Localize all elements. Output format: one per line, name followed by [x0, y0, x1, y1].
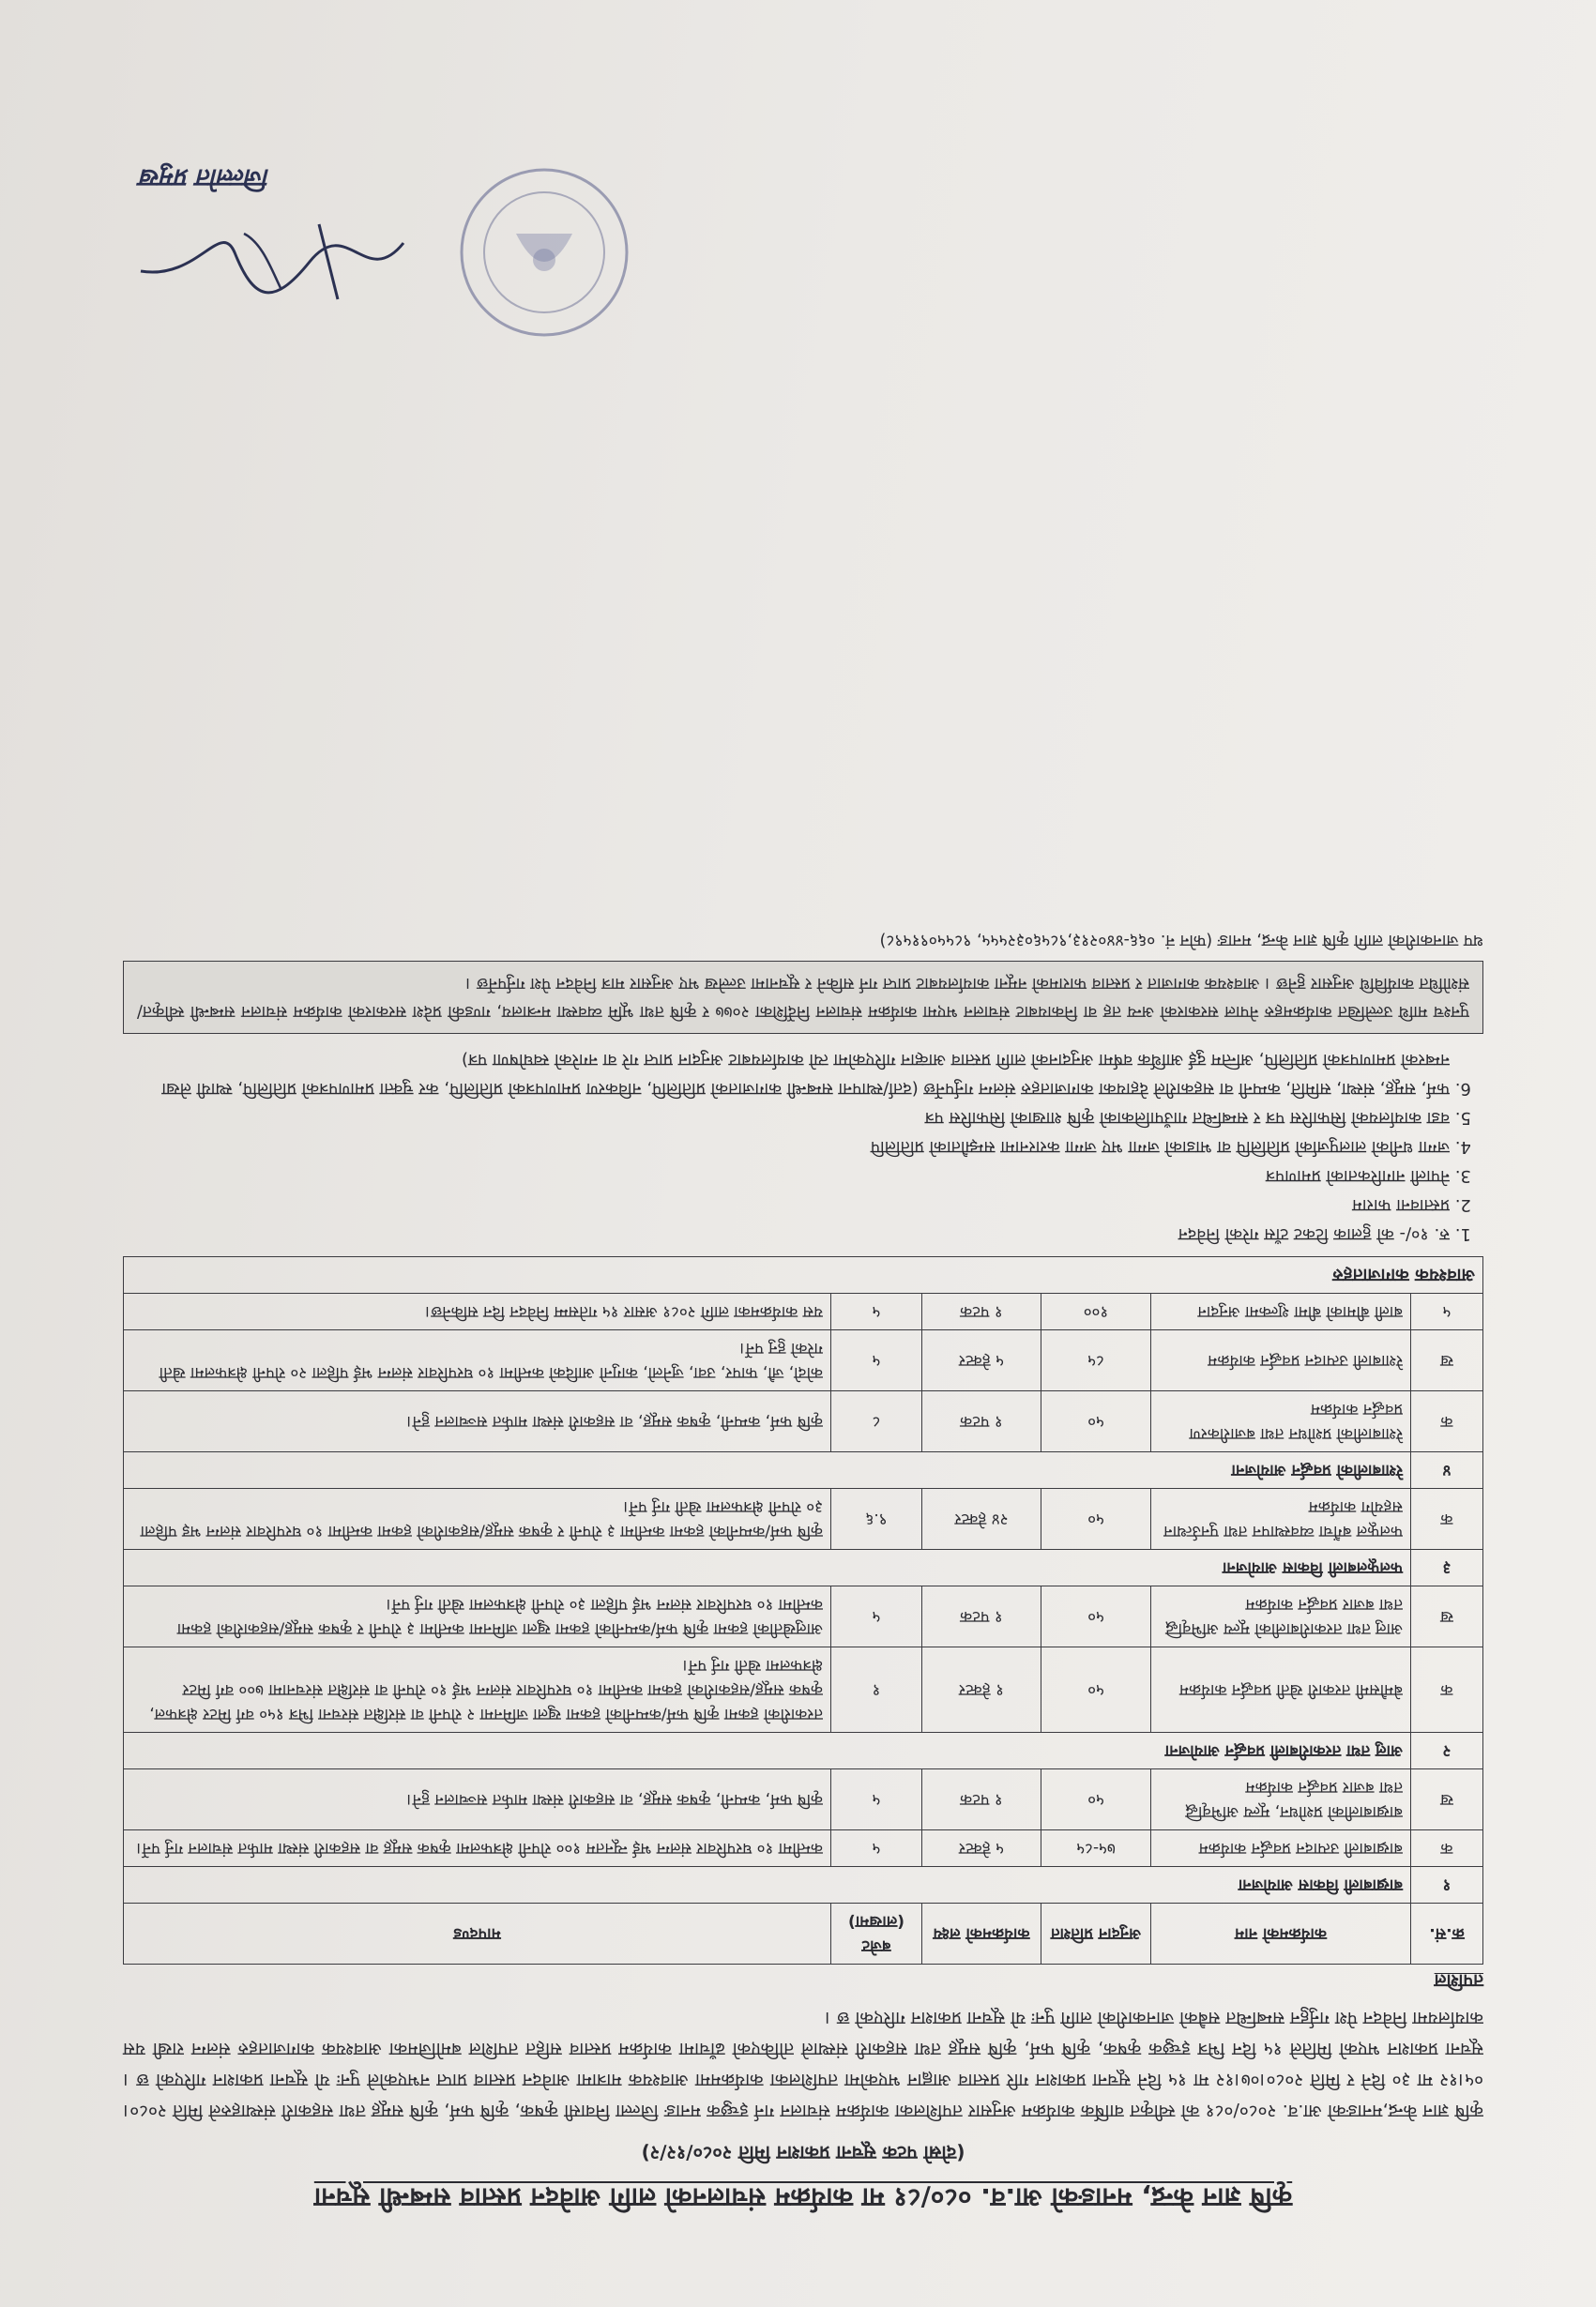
row-grant-percent: ८५: [1041, 1330, 1151, 1391]
row-criteria: कम्तीमा १० घरपरिवार संलग्न भई न्यूनतम १०० रोपनी क्षेत्रफलमा कृषक समूह वा सहकारी संस्था मार्फत संचालन गर्नु पर्ने।: [124, 1830, 831, 1867]
row-target: २४ हेक्टर: [922, 1489, 1041, 1550]
row-budget: ८: [831, 1391, 922, 1452]
row-target: १ पटक: [922, 1769, 1041, 1830]
section-title: बाख्राबाली विकास आयोजना: [124, 1867, 1411, 1904]
row-budget: १: [831, 1647, 922, 1733]
list-item: 2. प्रस्तावना फाराम: [123, 1191, 1450, 1220]
notice-document: [123, 927, 1483, 2218]
docs-caption-row: [124, 1257, 1483, 1294]
notice-title: कृषि ज्ञान केन्द्र, मनाङको आ.व. ०८०/८१ मा कार्यक्रम संचालनको लागि आवेदन प्रस्ताव सम्बन्धी सूचना: [313, 2182, 1293, 2213]
row-sn: ख: [1411, 1586, 1483, 1647]
office-seal-icon: [450, 159, 638, 346]
section-title: रेशाबालीको प्रवर्द्धन आयोजना: [124, 1452, 1411, 1489]
docs-caption: आवश्यक कागजातहरु: [124, 1257, 1483, 1294]
row-grant-percent: ५०: [1041, 1586, 1151, 1647]
row-grant-percent: ५०: [1041, 1769, 1151, 1830]
row-program-name: रेशाबालीको प्रशोधन तथा बजारीकरण प्रवर्द्धन कार्यक्रम: [1151, 1391, 1411, 1452]
section-row: [124, 1733, 1483, 1769]
row-grant-percent: ५०: [1041, 1391, 1151, 1452]
header-program-name: कार्यक्रमको नाम: [1151, 1904, 1411, 1965]
row-criteria: आलुखेतीको हकमा कृषि फर्म/कम्पनीको हकमा खुला जमिनमा कम्तीमा ३ रोपनी र कृषक समूह/सहकारीको हकमा कम्तीमा १० घरपरिवार संलग्न भई पहिला ३० रोपनी क्षेत्रफलमा खेती गर्नु पर्ने।: [124, 1586, 831, 1647]
row-criteria: कृषि फर्म, कम्पनी, कृषक समूह, वा सहकारी संस्था मार्फत सञ्चालन हुने।: [124, 1391, 831, 1452]
table-row: [124, 1330, 1483, 1391]
row-criteria: तरकारीको हकमा कृषि फर्म/कम्पनीको हकमा खुला जमिनमा २ रोपनी वा संरक्षित संरचना भित्र १५० वर्ग मिटर क्षेत्रफल, कृषक समूह/सहकारीको हकमा कम्तीमा १० घरपरिवार संलग्न भई १० रोपनी वा संरक्षित संरचनामा ७०० वर्ग मिटर क्षेत्रफलमा खेती गर्नु पर्ने।: [124, 1647, 831, 1733]
list-item: 4. जग्गा धनीको लालपुर्जाको प्रतिलिपि वा भाडाको जग्गा भए जग्गा करारनामा सम्झौताको प्रतिलिपि: [123, 1132, 1450, 1161]
required-documents-list: [123, 1045, 1483, 1249]
row-target: ५ हेक्टर: [922, 1830, 1041, 1867]
row-target: १ पटक: [922, 1391, 1041, 1452]
row-sn: ५: [1411, 1294, 1483, 1330]
signature-block: [113, 121, 638, 327]
signature-icon: [122, 196, 422, 327]
row-sn: क: [1411, 1489, 1483, 1550]
header-sn: क्र.सं.: [1411, 1904, 1483, 1965]
title-row: [123, 2177, 1483, 2218]
row-program-name: फलफूल बगैंचा व्यवस्थापन तथा पुनर्उत्थान सहयोग कार्यक्रम: [1151, 1489, 1411, 1550]
table-row: [124, 1769, 1483, 1830]
section-title: आलु तथा तरकारीबाली प्रवर्द्धन आयोजना: [124, 1733, 1411, 1769]
program-table-body: [124, 1257, 1483, 1904]
header-grant-percent: अनुदान प्रतिशत: [1041, 1904, 1151, 1965]
section-sn: ४: [1411, 1452, 1483, 1489]
row-grant-percent: ७५-८५: [1041, 1830, 1151, 1867]
row-grant-percent: ५०: [1041, 1647, 1151, 1733]
row-target: १ पटक: [922, 1586, 1041, 1647]
row-program-name: बेमौसमी तरकारी खेती प्रवर्द्धन कार्यक्रम: [1151, 1647, 1411, 1733]
row-budget: ५: [831, 1330, 922, 1391]
row-sn: क: [1411, 1647, 1483, 1733]
row-program-name: बाख्राबालीको प्रशोधन, मूल्य अभिवृद्धि तथा बजार प्रवर्द्धन कार्यक्रम: [1151, 1769, 1411, 1830]
row-program-name: रेशाबाली उत्पादन प्रवर्द्धन कार्यक्रम: [1151, 1330, 1411, 1391]
notice-subtitle: (दोस्रो पटक सूचना प्रकाशन मिति २०८०/१२/२): [641, 2142, 965, 2164]
header-target: कार्यक्रमको लक्ष्य: [922, 1904, 1041, 1965]
table-row: [124, 1830, 1483, 1867]
table-row: [124, 1294, 1483, 1330]
list-item: 1. रु. १०/- को हुलाक टिकट टाँस गरेको निवेदन: [123, 1220, 1450, 1249]
program-table: [123, 1256, 1483, 1965]
row-criteria: कोदो, जौ, फापर, उवा, जुनेलो, कागुनो आदिको कम्तीमा १० घरपरिवार संलग्न भई पहिला २० रोपनी क्षेत्रफलमा खेती गरेको हुनु पर्ने।: [124, 1330, 831, 1391]
signer-title: जिल्लोत प्रमुख: [141, 163, 270, 191]
section-row: [124, 1550, 1483, 1586]
row-target: १ पटक: [922, 1294, 1041, 1330]
header-criteria: मापदण्ड: [124, 1904, 831, 1965]
section-row: [124, 1867, 1483, 1904]
row-target: ५ हेक्टर: [922, 1330, 1041, 1391]
table-caption: तपशिल: [1434, 1970, 1483, 1991]
table-row: [124, 1489, 1483, 1550]
row-program-name: बाली बीमाको बीमा शुल्कमा अनुदान: [1151, 1294, 1411, 1330]
list-item: 6. फर्म, समूह, संस्था, समिति, कम्पनी वा सहकारीले देहायका कागजातहरु संलग्न गर्नुपर्नेछ (दर्ता/स्थापना सम्बन्धी कागजातको प्रतिलिपि, नविकरण प्रमाणपत्रको प्रतिलिपि, कर चुक्ता प्रमाणपत्रको प्रतिलिपि, स्थायी लेखा नम्बरको प्रमाणपत्रको प्रतिलिपि, अन्तिम दुई आर्थिक वर्षमा अनुदानको लागि प्रस्ताव आव्हान गरिएकोमा त्यो कार्यालयबाट अनुदान प्राप्त गरे वा नगरेको स्वघोषणा पत्र): [123, 1045, 1450, 1103]
row-sn: ख: [1411, 1769, 1483, 1830]
table-row: [124, 1586, 1483, 1647]
row-criteria: कृषि फर्म, कम्पनी, कृषक समूह, वा सहकारी संस्था मार्फत सञ्चालन हुने।: [124, 1769, 831, 1830]
row-sn: ख: [1411, 1330, 1483, 1391]
header-budget: बजेट (लाखमा): [831, 1904, 922, 1965]
row-criteria: यस कार्यक्रमका लागि २०८१ असार १५ गतेसम्म निवेदन दिन सकिनेछ।: [124, 1294, 831, 1330]
list-item: 3. नेपाली नागरिकताको प्रमाणपत्र: [123, 1161, 1450, 1191]
row-grant-percent: १००: [1041, 1294, 1151, 1330]
row-budget: ९.६: [831, 1489, 922, 1550]
table-row: [124, 1391, 1483, 1452]
row-budget: ५: [831, 1769, 922, 1830]
list-item: 5. वडा कार्यालयको सिफारिस पत्र र सम्बन्धित गाउँपालिकाको कृषि शाखाको सिफारिस पत्र: [123, 1103, 1450, 1132]
section-row: [124, 1452, 1483, 1489]
section-sn: ३: [1411, 1550, 1483, 1586]
row-budget: ५: [831, 1586, 922, 1647]
section-title: फलफूलबाली विकास आयोजना: [124, 1550, 1411, 1586]
row-grant-percent: ५०: [1041, 1489, 1151, 1550]
notice-intro: कृषि ज्ञान केन्द्र,मनाङको आ.व. २०८०/०८१ को स्वीकृत वार्षिक कार्यक्रम अनुसार तपशिलका कार्यक्रम संचालन गर्न इच्छुक मनाङ जिल्ला निवासी कृषक, कृषि फर्म, कृषि समूह तथा सहकारी संस्थाहरुले मिति २०८०।०५।१२ मा ३० दिने र मिति २०८०।०७।१२ मा १५ दिने सूचना प्रकाशन गरि प्रस्ताव आह्वान भएकोमा तपशिलका कार्यक्रममा आवश्यक मात्रामा आवेदन प्रस्ताव प्राप्त नभएकोले पुनः यो सूचना प्रकाशन गरिएको छ । सूचना प्रकाशन भएको मितिले १५ दिन भित्र इच्छुक कृषक, कृषि फर्म, कृषि समूह तथा सहकारी संस्थाले तोकिएको ढाँचामा कार्यक्रम प्रस्ताव सहित तपशिल बमोजिमका आवश्यक कागजातहरु संलग्न राखी यस कार्यालयमा निवेदन पेश गर्नुहुन सम्बन्धित सबैको जानकारीको लागि पुनः यो सूचना प्रकाशन गरिएको छ ।: [123, 2008, 1483, 2121]
row-program-name: बाख्राबाली उत्पादन प्रवर्द्धन कार्यक्रम: [1151, 1830, 1411, 1867]
table-header-row: [124, 1904, 1483, 1965]
note-box: पुनश्च माथि उल्लेखित कार्यक्रमहरु नेपाल सरकारको अन्य तह वा निकायबाट संचालन भएमा कार्यक्रम संचालन निर्देशिका २०७७ र कृषि तथा भूमि व्यवस्था मन्त्रालय, गण्डकी प्रदेश सरकारको कार्यक्रम संचालन सम्बन्धी स्वीकृत/संशोधित कार्यविधि अनुसार हुनेछ । आवश्यक कागजात र प्रस्ताव फारामको नमूना कार्यालयबाट प्राप्त गर्न सकिने र सूचनामा उल्लेख भए अनुसार मात्र निवेदन पेश गर्नुपर्नेछ ।: [123, 961, 1483, 1034]
row-criteria: कृषि फर्म/कम्पनीको हकमा कम्तीमा ३ रोपनी र कृषक समूह/सहकारीको हकमा कम्तीमा १० घरपरिवार संलग्न भइ पहिला ३० रोपनी क्षेत्रफलमा खेती गर्नु पर्ने।: [124, 1489, 831, 1550]
row-target: १ हेक्टर: [922, 1647, 1041, 1733]
contact-info: थप जानकारीको लागि कृषि ज्ञान केन्द्र, मनाङ (फोन नं. ०६६-४४०२१३,९८५६०३२५५५, ९८५५०९१५९८): [879, 931, 1483, 949]
row-program-name: आलु तथा तरकारीबालीको मूल्य अभिवृद्धि तथा बजार प्रवर्द्धन कार्यक्रम: [1151, 1586, 1411, 1647]
row-budget: ५: [831, 1830, 922, 1867]
row-budget: ५: [831, 1294, 922, 1330]
row-sn: क: [1411, 1830, 1483, 1867]
section-sn: १: [1411, 1867, 1483, 1904]
table-row: [124, 1647, 1483, 1733]
row-sn: क: [1411, 1391, 1483, 1452]
section-sn: २: [1411, 1733, 1483, 1769]
